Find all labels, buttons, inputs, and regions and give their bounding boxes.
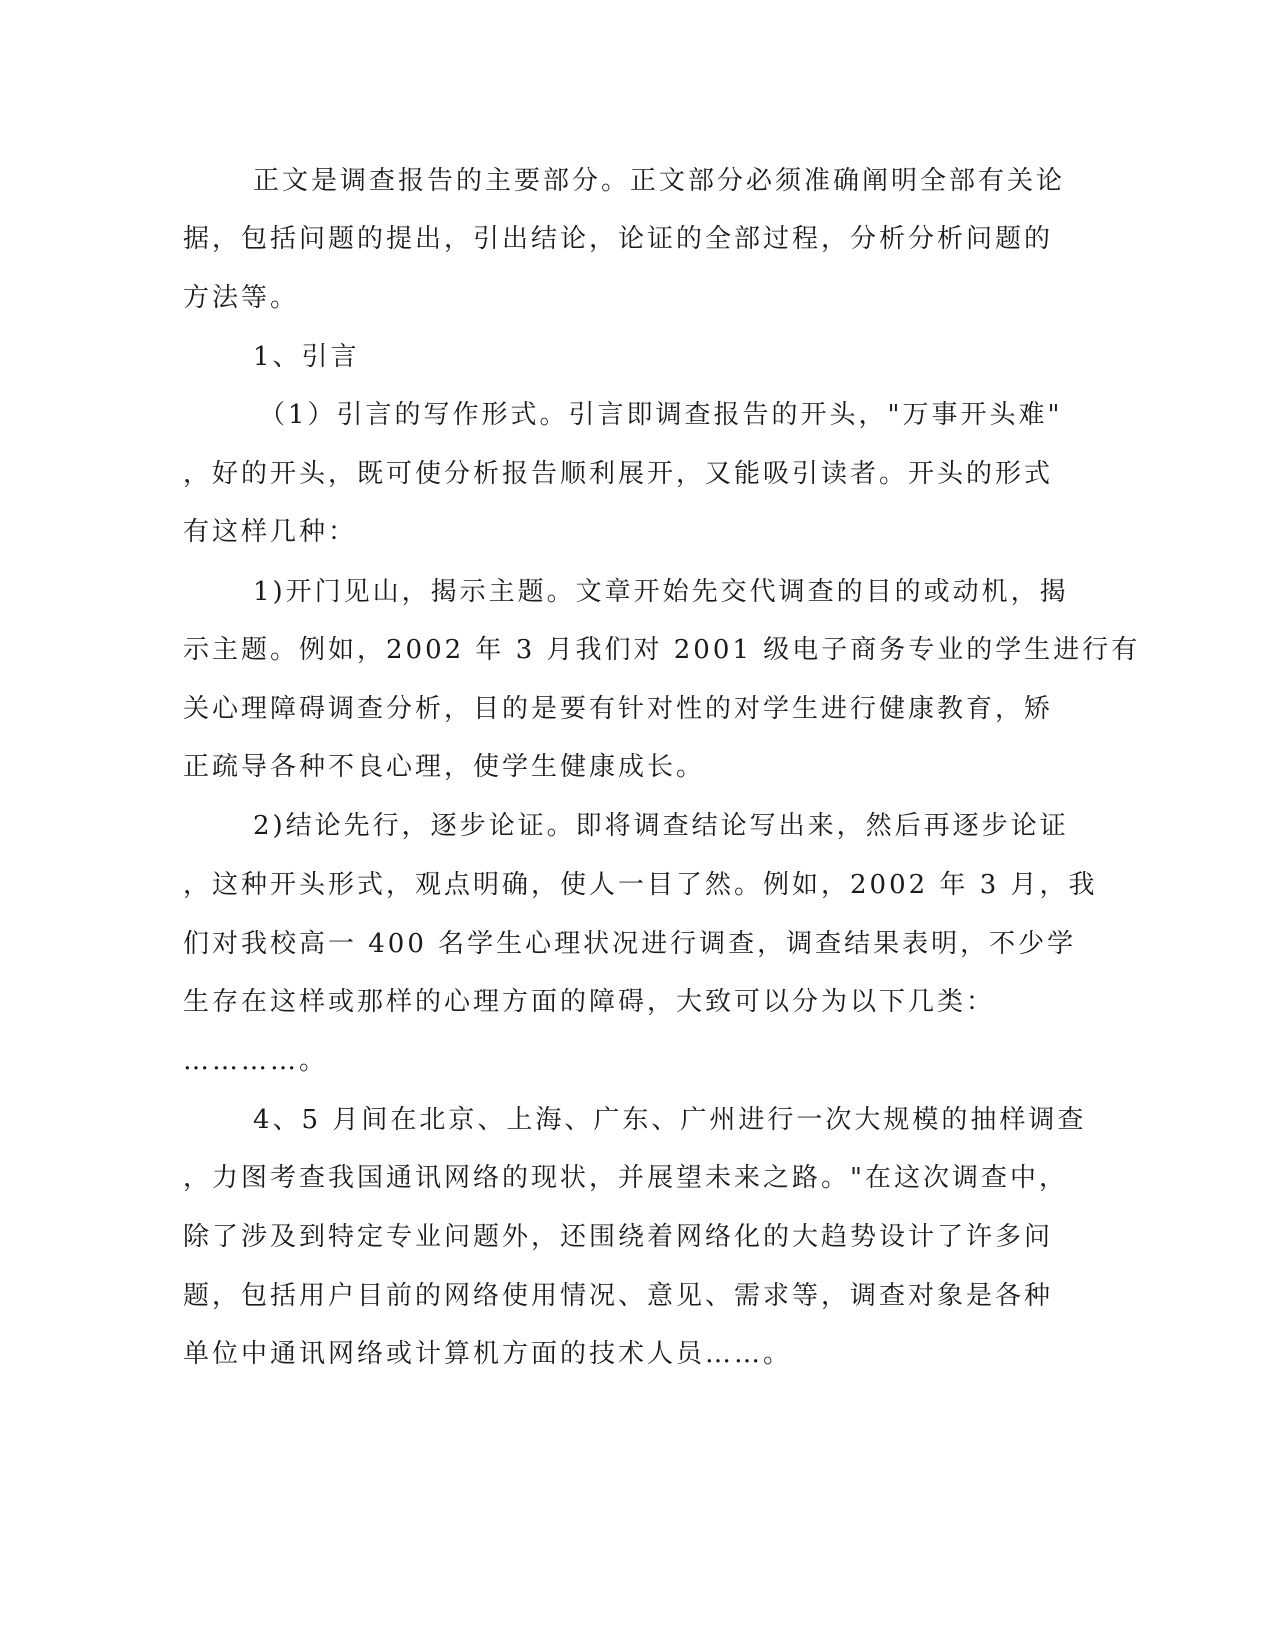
- text-line-18: ，力图考查我国通讯网络的现状，并展望未来之路。"在这次调查中，: [183, 1163, 1068, 1193]
- text-line-3: 方法等。: [183, 283, 300, 313]
- text-line-5: （1）引言的写作形式。引言即调查报告的开头，"万事开头难": [259, 400, 1063, 430]
- text-line-9: 示主题。例如，2002 年 3 月我们对 2001 级电子商务专业的学生进行有: [183, 635, 1141, 665]
- text-line-14: 们对我校高一 400 名学生心理状况进行调查，调查结果表明，不少学: [183, 929, 1077, 959]
- text-line-16: …………。: [183, 1046, 329, 1076]
- text-line-11: 正疏导各种不良心理，使学生健康成长。: [183, 752, 706, 782]
- text-line-19: 除了涉及到特定专业问题外，还围绕着网络化的大趋势设计了许多问: [183, 1222, 1054, 1252]
- text-line-12: 2)结论先行，逐步论证。即将调查结论写出来，然后再逐步论证: [253, 811, 1069, 841]
- text-line-7: 有这样几种：: [183, 517, 358, 547]
- text-line-20: 题，包括用户目前的网络使用情况、意见、需求等，调查对象是各种: [183, 1281, 1054, 1311]
- text-line-15: 生存在这样或那样的心理方面的障碍，大致可以分为以下几类：: [183, 987, 996, 1017]
- text-line-8: 1)开门见山，揭示主题。文章开始先交代调查的目的或动机，揭: [253, 577, 1069, 607]
- text-line-10: 关心理障碍调查分析，目的是要有针对性的对学生进行健康教育，矫: [183, 694, 1054, 724]
- text-line-2: 据，包括问题的提出，引出结论，论证的全部过程，分析分析问题的: [183, 224, 1054, 254]
- section-heading: 1、引言: [253, 342, 360, 372]
- text-line-6: ，好的开头，既可使分析报告顺利展开，又能吸引读者。开头的形式: [183, 459, 1054, 489]
- text-line-21: 单位中通讯网络或计算机方面的技术人员……。: [183, 1339, 793, 1369]
- text-line-13: ，这种开头形式，观点明确，使人一目了然。例如，2002 年 3 月，我: [183, 870, 1098, 900]
- text-line-1: 正文是调查报告的主要部分。正文部分必须准确阐明全部有关论: [253, 166, 1066, 196]
- text-line-17: 4、5 月间在北京、上海、广东、广州进行一次大规模的抽样调查: [253, 1105, 1087, 1135]
